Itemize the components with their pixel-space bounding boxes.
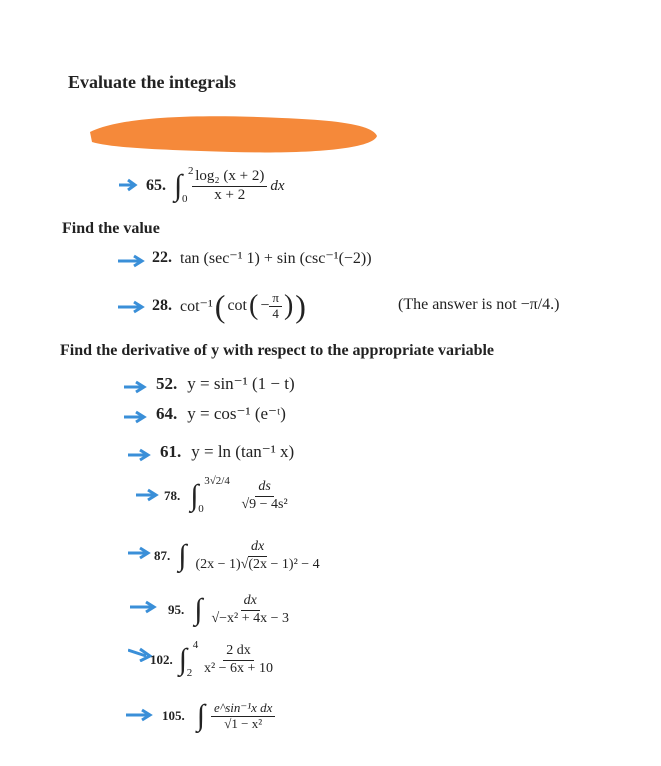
problem-number: 61. bbox=[160, 442, 182, 461]
differential: dx bbox=[270, 177, 285, 194]
lower-limit: 2 bbox=[186, 667, 193, 679]
upper-limit: 2 bbox=[188, 165, 194, 177]
integral: ∫ 4 2 bbox=[178, 639, 199, 679]
denominator: x² − 6x + 10 bbox=[203, 660, 273, 676]
integral: ∫ 2 0 bbox=[174, 165, 194, 205]
numerator: ds bbox=[255, 479, 273, 496]
denominator: √1 − x² bbox=[224, 715, 263, 731]
arrow-icon bbox=[128, 546, 154, 560]
fraction bbox=[269, 291, 282, 322]
problem-65 bbox=[146, 166, 285, 206]
expression: y = sin⁻¹ (1 − t) bbox=[187, 374, 295, 393]
integral-sign: ∫ bbox=[194, 593, 203, 626]
fraction bbox=[208, 593, 292, 626]
problem-78 bbox=[164, 474, 291, 518]
problem-87 bbox=[154, 534, 323, 578]
expression-mid: cot bbox=[227, 297, 247, 314]
fraction bbox=[211, 701, 275, 732]
problem-number: 102. bbox=[150, 652, 173, 667]
heading-find-value: Find the value bbox=[62, 220, 160, 237]
numerator: log₂ (x + 2) bbox=[192, 168, 267, 186]
arrow-icon bbox=[126, 708, 156, 722]
denominator: (2x − 1)√(2x − 1)² − 4 bbox=[195, 556, 320, 572]
expression: y = cos⁻¹ (e⁻ᵗ) bbox=[187, 404, 286, 423]
problem-64 bbox=[156, 404, 286, 424]
problem-61 bbox=[160, 442, 294, 462]
problem-number: 65. bbox=[146, 177, 166, 194]
fraction bbox=[192, 168, 267, 204]
arrow-icon bbox=[118, 300, 148, 314]
expression-prefix: cot⁻¹ bbox=[180, 298, 213, 315]
denominator: x + 2 bbox=[214, 186, 246, 203]
problem-number: 22. bbox=[152, 249, 172, 266]
numerator: e^sin⁻¹x dx bbox=[211, 701, 275, 717]
denominator: 4 bbox=[272, 305, 279, 321]
problem-number: 64. bbox=[156, 404, 178, 423]
numerator: dx bbox=[248, 539, 267, 556]
arrow-icon bbox=[136, 488, 162, 502]
expression: tan (sec⁻¹ 1) + sin (csc⁻¹(−2)) bbox=[180, 250, 372, 267]
arrow-icon bbox=[124, 410, 150, 424]
arrow-icon bbox=[119, 178, 141, 192]
problem-102 bbox=[150, 636, 276, 684]
problem-28-note: (The answer is not −π/4.) bbox=[398, 296, 560, 313]
heading-evaluate-integrals: Evaluate the integrals bbox=[68, 72, 236, 92]
integral: ∫ 3√2/4 0 bbox=[190, 475, 230, 515]
problem-28: 28. cot⁻¹ ( cot ( − $\frac{\pi}{4}$ ) ) bbox=[152, 287, 306, 324]
problem-95 bbox=[168, 588, 292, 632]
lower-limit: 0 bbox=[182, 193, 188, 205]
integral-sign: ∫ bbox=[196, 699, 205, 732]
problem-number: 28. bbox=[152, 297, 172, 314]
problem-52 bbox=[156, 374, 295, 394]
problem-number: 52. bbox=[156, 374, 178, 393]
lower-limit: 0 bbox=[198, 503, 204, 515]
numerator: dx bbox=[241, 593, 260, 610]
fraction bbox=[201, 643, 276, 676]
arrow-icon bbox=[124, 380, 150, 394]
arrow-icon bbox=[128, 448, 154, 462]
problem-number: 87. bbox=[154, 548, 171, 563]
problem-number: 105. bbox=[162, 708, 185, 723]
numerator: 2 dx bbox=[223, 643, 254, 660]
heading-find-derivative: Find the derivative of y with respect to the appropriate variable bbox=[60, 342, 495, 359]
denominator: √9 − 4s² bbox=[241, 496, 288, 512]
expression: y = ln (tan⁻¹ x) bbox=[191, 442, 295, 461]
upper-limit: 3√2/4 bbox=[204, 475, 230, 487]
problem-22 bbox=[152, 248, 372, 268]
problem-number: 78. bbox=[164, 488, 181, 503]
numerator: π bbox=[269, 291, 282, 307]
arrow-icon bbox=[118, 254, 148, 268]
denominator: √−x² + 4x − 3 bbox=[211, 610, 290, 626]
problem-105 bbox=[162, 692, 275, 740]
arrow-icon bbox=[130, 600, 160, 614]
redaction-scribble bbox=[82, 110, 382, 158]
problem-number: 95. bbox=[168, 602, 185, 617]
fraction bbox=[192, 539, 322, 572]
upper-limit: 4 bbox=[192, 639, 199, 651]
fraction bbox=[238, 479, 290, 512]
integral-sign: ∫ bbox=[178, 539, 187, 572]
